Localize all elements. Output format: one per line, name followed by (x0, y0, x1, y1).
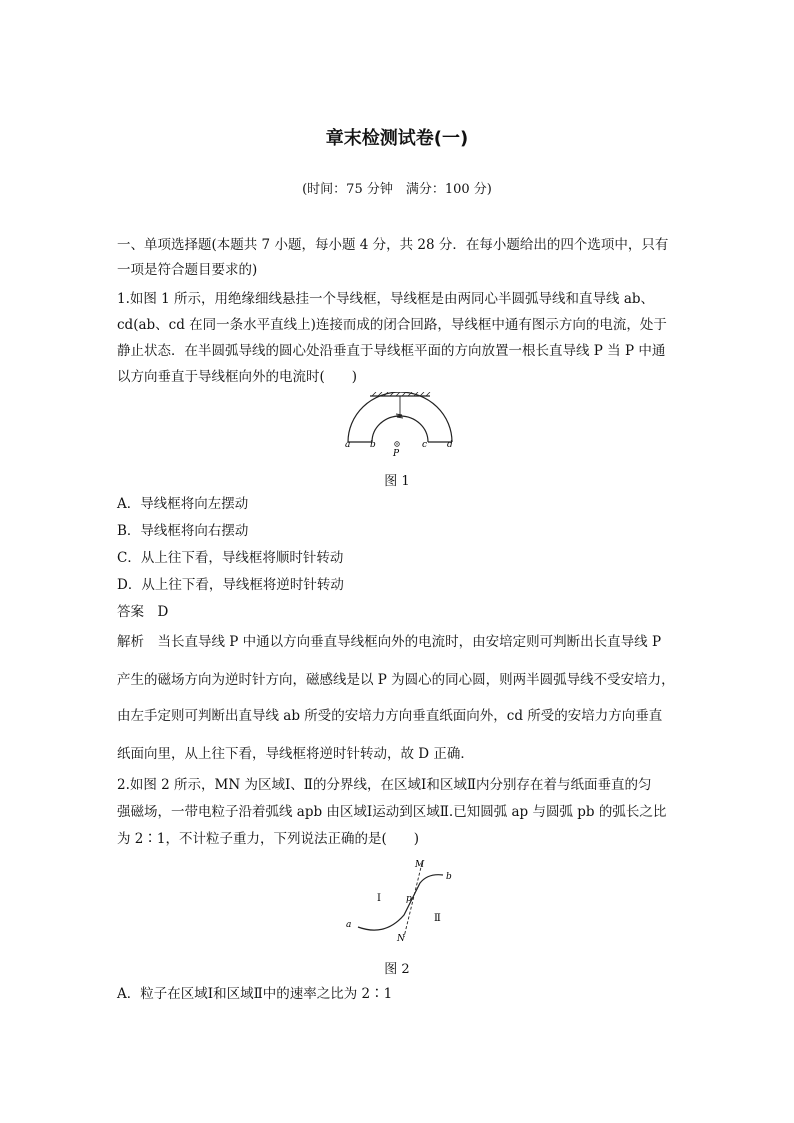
q2-text-line-2: 强磁场，一带电粒子沿着弧线 apb 由区域Ⅰ运动到区域Ⅱ.已知圆弧 ap 与圆弧 pb 的弧长之比 (117, 804, 667, 820)
q2-text-line-3: 为 2∶1，不计粒子重力，下列说法正确的是( ) (117, 831, 420, 847)
figure-2-caption: 图 2 (384, 962, 410, 977)
fig1-label-d: d (447, 440, 453, 450)
fig2-region-1: Ⅰ (377, 893, 381, 904)
fig1-label-p: P (393, 449, 400, 459)
q1-analysis-line-2: 产生的磁场方向为逆时针方向，磁感线是以 P 为圆心的同心圆，则两半圆弧导线不受安培力， (117, 672, 675, 688)
q1-answer: 答案 D (117, 604, 169, 620)
q1-option-c: C．从上往下看，导线框将顺时针转动 (117, 550, 344, 566)
q1-text-line-1: 1.如图 1 所示，用绝缘细线悬挂一个导线框，导线框是由两同心半圆弧导线和直导线 ab、 (117, 291, 655, 307)
fig2-region-2: Ⅱ (434, 913, 441, 924)
q1-text-line-2: cd(ab、cd 在同一条水平直线上)连接而成的闭合回路，导线框中通有图示方向的电流，处于 (117, 317, 667, 333)
fig1-label-c: c (422, 440, 428, 450)
fig2-label-b: b (446, 872, 452, 882)
q1-option-a: A．导线框将向左摆动 (117, 496, 249, 512)
q1-option-d: D．从上往下看，导线框将逆时针转动 (117, 577, 344, 593)
section-heading-line-1: 一、单项选择题(本题共 7 小题，每小题 4 分，共 28 分．在每小题给出的四个选项中，只有 (117, 237, 669, 253)
section-heading-line-2: 一项是符合题目要求的) (117, 262, 258, 278)
exam-info: (时间：75 分钟 满分：100 分) (302, 182, 492, 197)
fig2-label-a: a (346, 920, 352, 930)
fig1-label-b: b (370, 440, 376, 450)
q2-text-line-1: 2.如图 2 所示，MN 为区域Ⅰ、Ⅱ的分界线，在区域Ⅰ和区域Ⅱ内分别存在着与纸面垂直的匀 (117, 777, 652, 793)
q1-text-line-4: 以方向垂直于导线框向外的电流时( ) (117, 369, 358, 385)
figure-1-caption: 图 1 (384, 474, 410, 489)
fig2-label-p: p (406, 894, 412, 904)
q1-analysis-line-4: 纸面向里，从上往下看，导线框将逆时针转动，故 D 正确． (117, 746, 474, 762)
figure-1-diagram (330, 392, 470, 472)
q2-option-a: A．粒子在区域Ⅰ和区域Ⅱ中的速率之比为 2∶1 (117, 986, 393, 1002)
fig2-label-n: N (397, 934, 405, 944)
page-title: 章末检测试卷(一) (325, 128, 469, 149)
q1-analysis-line-3: 由左手定则可判断出直导线 ab 所受的安培力方向垂直纸面向外，cd 所受的安培力方向垂直 (117, 708, 663, 724)
fig2-label-m: M (415, 860, 425, 870)
q1-option-b: B．导线框将向右摆动 (117, 523, 249, 539)
fig1-label-a: a (345, 440, 351, 450)
q1-analysis-line-1: 解析 当长直导线 P 中通以方向垂直导线框向外的电流时，由安培定则可判断出长直导线 P (117, 634, 662, 650)
figure-2-diagram (340, 855, 470, 947)
q1-text-line-3: 静止状态．在半圆弧导线的圆心处沿垂直于导线框平面的方向放置一根长直导线 P 当 P 中通 (117, 343, 666, 359)
